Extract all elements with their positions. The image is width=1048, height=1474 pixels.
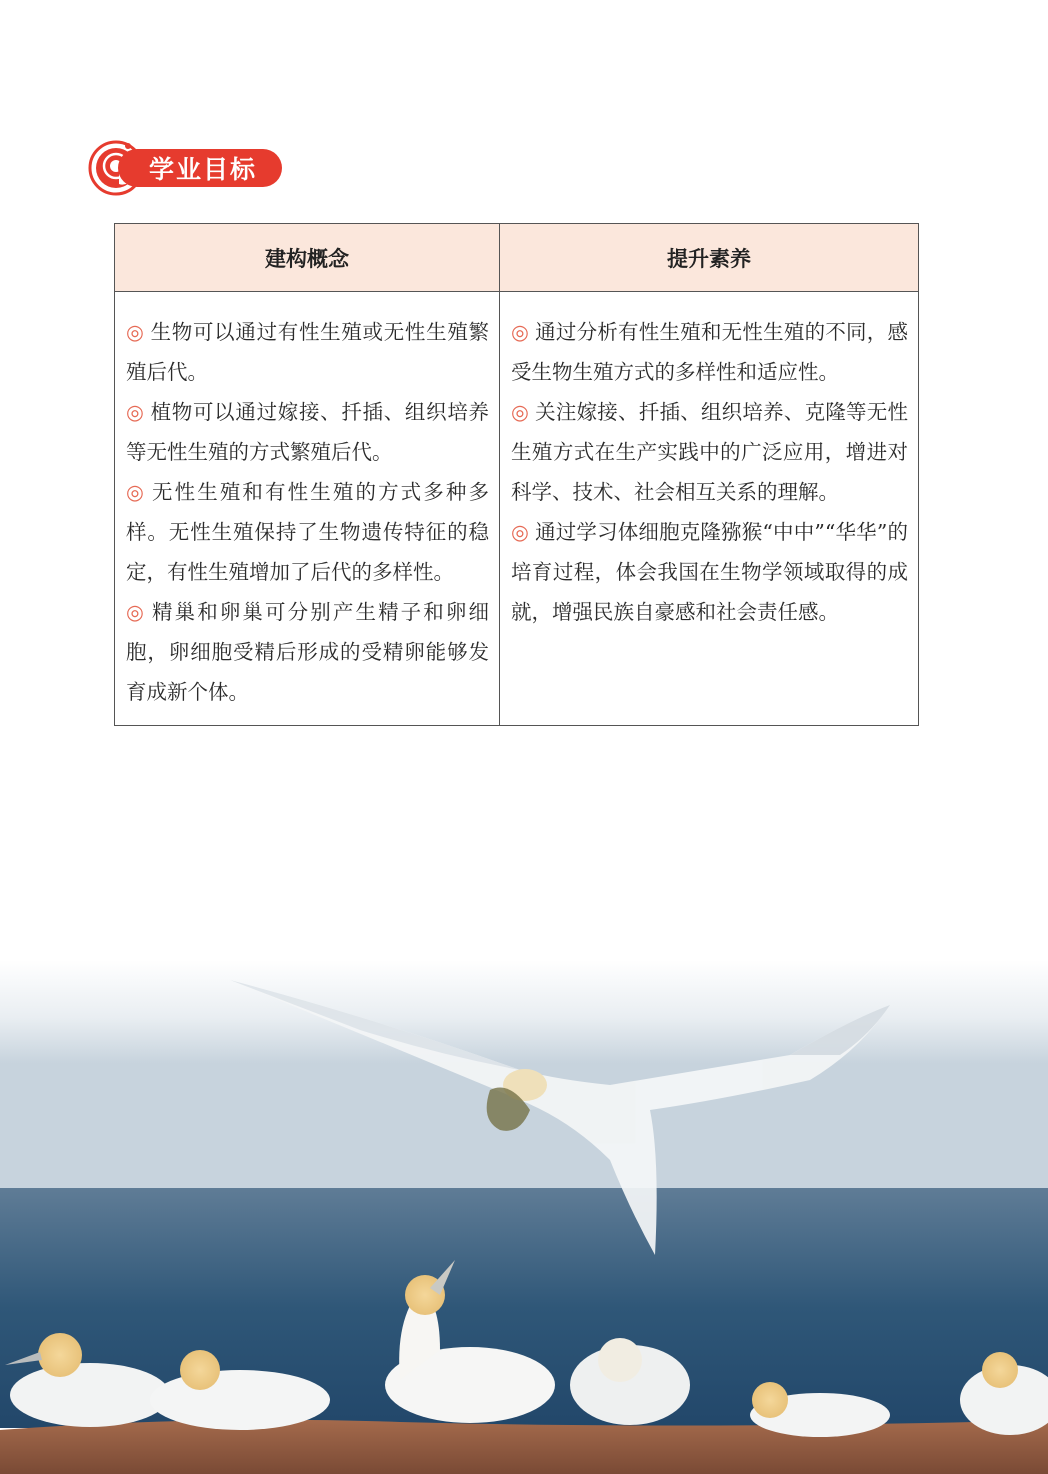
concept-item: ◎ 无性生殖和有性生殖的方式多种多样。无性生殖保持了生物遗传特征的稳定，有性生殖增加了后代的多样性。 [126, 480, 490, 584]
concept-item: ◎ 精巢和卵巢可分别产生精子和卵细胞，卵细胞受精后形成的受精卵能够发育成新个体。 [126, 600, 490, 704]
gannet-photo [0, 960, 1048, 1474]
concept-item: ◎ 生物可以通过有性生殖或无性生殖繁殖后代。 [126, 320, 490, 384]
bullet-icon: ◎ [126, 480, 146, 504]
goals-table [114, 223, 919, 726]
bullet-icon: ◎ [126, 320, 145, 344]
header-concepts: 建构概念 [115, 224, 500, 292]
competency-item: ◎ 关注嫁接、扦插、组织培养、克隆等无性生殖方式在生产实践中的广泛应用，增进对科学、技术、社会相互关系的理解。 [511, 400, 909, 504]
concept-item: ◎ 植物可以通过嫁接、扦插、组织培养等无性生殖的方式繁殖后代。 [126, 400, 490, 464]
bullet-icon: ◎ [126, 400, 145, 424]
bullet-icon: ◎ [511, 520, 530, 544]
section-title: 学业目标 [149, 155, 258, 184]
competency-item: ◎ 通过学习体细胞克隆猕猴“中中”“华华”的培育过程，体会我国在生物学领域取得的成就，增强民族自豪感和社会责任感。 [511, 520, 909, 624]
bullet-icon: ◎ [126, 600, 146, 624]
competency-item: ◎ 通过分析有性生殖和无性生殖的不同，感受生物生殖方式的多样性和适应性。 [511, 320, 909, 384]
bullet-icon: ◎ [511, 400, 530, 424]
competencies-cell [500, 292, 918, 725]
header-competencies: 提升素养 [500, 224, 918, 292]
bullet-icon: ◎ [511, 320, 530, 344]
concepts-cell [115, 292, 500, 725]
